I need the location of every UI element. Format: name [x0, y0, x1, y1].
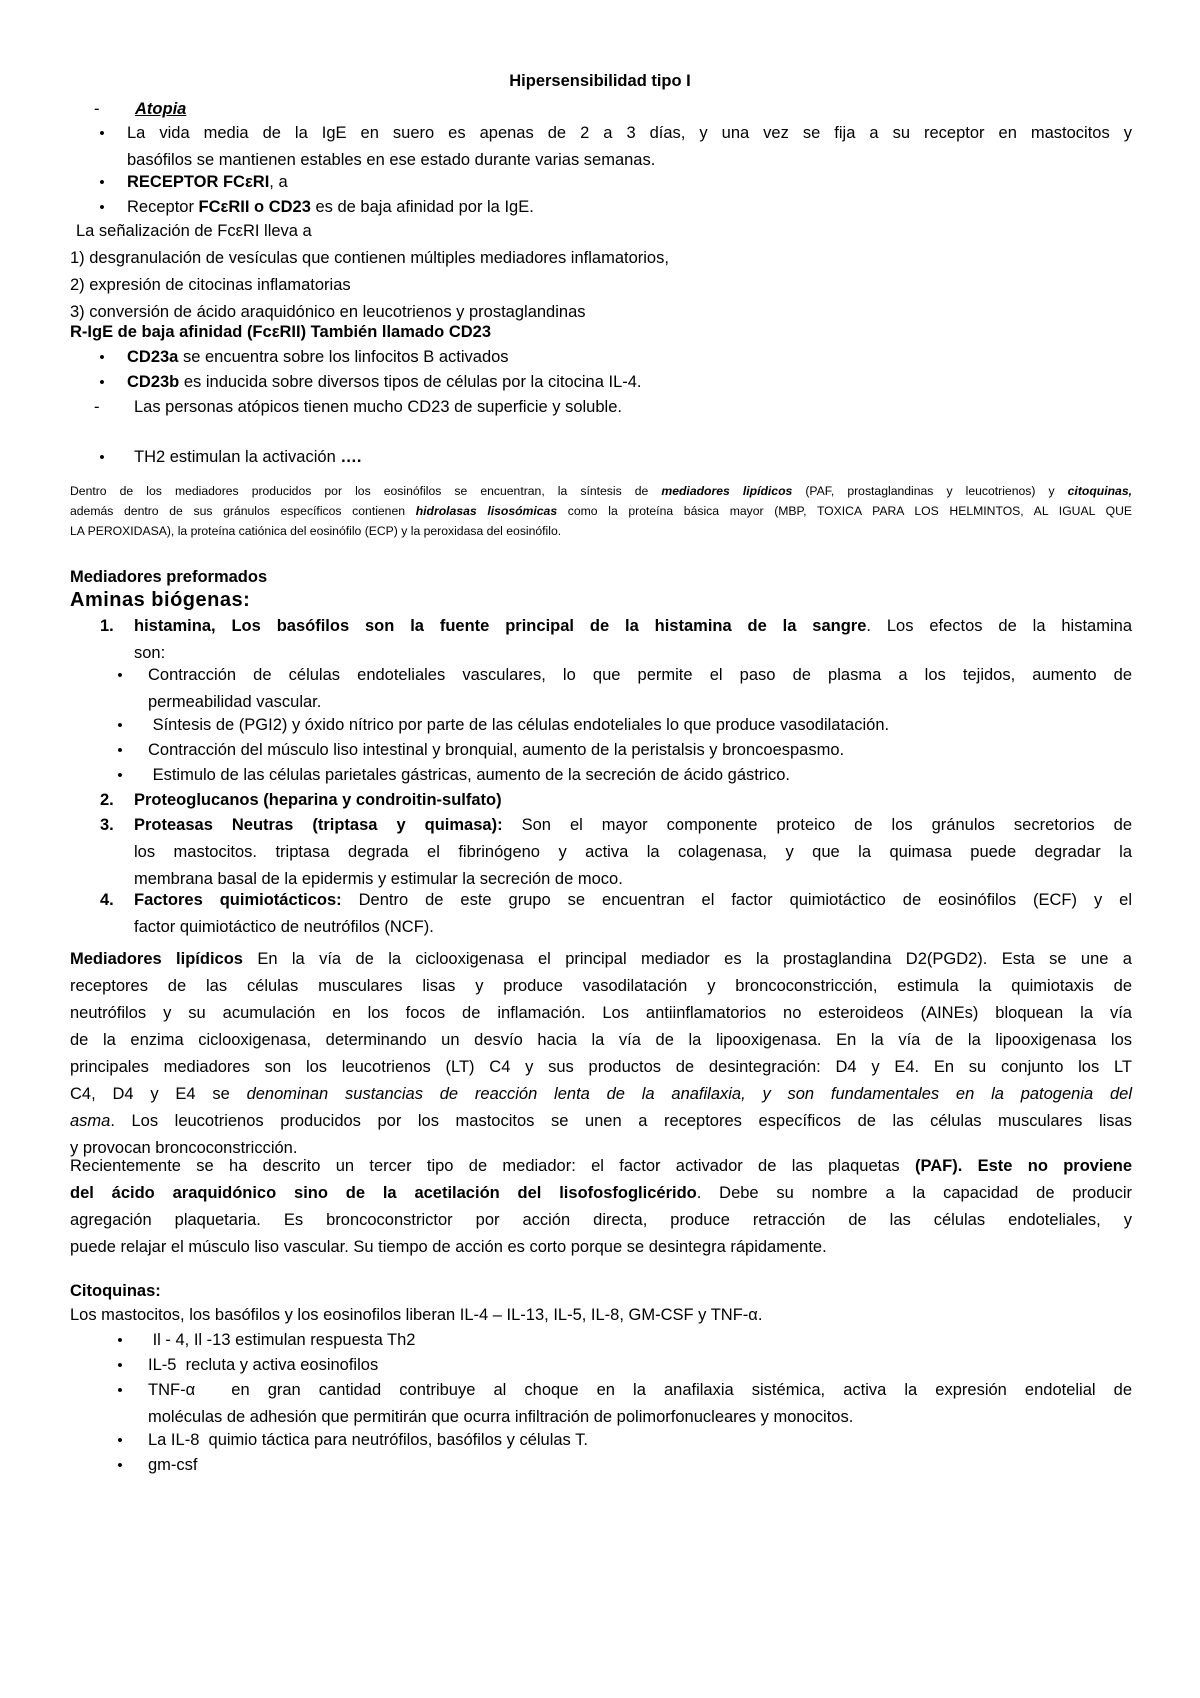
item-factores — [70, 887, 1132, 941]
bullet-ige-vida-media — [70, 120, 1132, 174]
proteoglucanos-label: Proteoglucanos (heparina y condroitin-sulfato) — [134, 791, 502, 809]
aminas-heading-text: Aminas biógenas: — [70, 589, 251, 611]
list-number: 4. — [100, 891, 114, 909]
cito-bullet-2 — [70, 1352, 1132, 1379]
histamina-line: histamina, Los basófilos son la fuente principal de la histamina de la sangre. Los efectos de la histamina — [134, 617, 1133, 635]
eos-line-3: LA PEROXIDASA), la proteína catiónica del eosinófilo (ECP) y la peroxidasa del eosinófilo. — [70, 524, 562, 538]
lipidicos-paragraph — [70, 946, 1132, 1162]
dash-marker: - — [94, 100, 100, 118]
bullet-dot: • — [117, 667, 123, 684]
item-histamina — [70, 613, 1132, 667]
senalizacion-item: 2) expresión de citocinas inflamatorias — [70, 276, 351, 294]
lip-line-4: de la enzima ciclooxigenasa, determinando un desvío hacia la vía de la lipooxigenasa. En la vía de la lipooxigenasa los — [70, 1031, 1132, 1049]
lip-line-6: C4, D4 y E4 se denominan sustancias de reacción lenta de la anafilaxia, y son fundamentales en la patogenia del — [70, 1085, 1132, 1103]
eos-line-1: Dentro de los mediadores producidos por los eosinófilos se encuentran, la síntesis de mediadores lipídicos (PAF, prostaglandinas y leucotrienos) y citoquinas, — [70, 484, 1132, 498]
cito-bullet-5 — [70, 1452, 1132, 1479]
factores-line-1: Factores quimiotácticos: Dentro de este grupo se encuentran el factor quimiotáctico de eosinófilos (ECF) y el — [134, 891, 1132, 909]
senalizacion-intro: La señalización de FcεRI lleva a — [76, 222, 312, 240]
bullet-cd23a — [70, 344, 1132, 371]
receptor-fceri-label: RECEPTOR FCεRI — [127, 173, 270, 191]
item-proteoglucanos — [70, 787, 1132, 814]
lip-line-7: asma. Los leucotrienos producidos por los mastocitos se unen a receptores específicos de las células musculares lisas — [70, 1112, 1132, 1130]
senalizacion-item: 3) conversión de ácido araquidónico en leucotrienos y prostaglandinas — [70, 303, 586, 321]
bullet-dot: • — [117, 1357, 123, 1374]
bullet-text: TNF-α en gran cantidad contribuye al choque en la anafilaxia sistémica, activa la expresión endotelial de — [148, 1381, 1132, 1399]
bullet-dot: • — [99, 374, 105, 391]
ellipsis: …. — [340, 448, 362, 466]
list-number: 3. — [100, 816, 114, 834]
list-number: 2. — [100, 791, 114, 809]
citoquinas-intro — [70, 1302, 1132, 1329]
citoquinas-intro-text: Los mastocitos, los basófilos y los eosinofilos liberan IL-4 – IL-13, IL-5, IL-8, GM-CSF y TNF-α. — [70, 1306, 763, 1324]
aminas-heading — [70, 587, 1132, 615]
paf-paragraph — [70, 1153, 1132, 1261]
bullet-dot: • — [117, 1457, 123, 1474]
receptor-fceRII-label: FCεRII o CD23 — [198, 198, 311, 216]
bullet-receptor-fceRII — [70, 194, 1132, 221]
bullet-text: Il - 4, Il -13 estimulan respuesta Th2 — [148, 1331, 416, 1349]
rige-heading-text: R-IgE de baja afinidad (FcεRII) También llamado CD23 — [70, 323, 492, 341]
bullet-text: Contracción del músculo liso intestinal y bronquial, aumento de la peristalsis y broncoespasmo. — [148, 741, 845, 759]
paf-line-4: puede relajar el músculo liso vascular. Su tiempo de acción es corto porque se desintegra rápidamente. — [70, 1238, 827, 1256]
bullet-dot: • — [99, 125, 105, 142]
bullet-dot: • — [117, 1332, 123, 1349]
proteasas-line-1: Proteasas Neutras (triptasa y quimasa): Son el mayor componente proteico de los gránulos secretorios de — [134, 816, 1132, 834]
lip-line-2: receptores de las células musculares lisas y produce vasodilatación y broncoconstricción, estimula la quimiotaxis de — [70, 977, 1132, 995]
bullet-text-cont: basófilos se mantienen estables en ese estado durante varias semanas. — [127, 151, 656, 169]
bullet-dot: • — [117, 1382, 123, 1399]
hist-bullet-2 — [70, 712, 1132, 739]
senalizacion-item: 1) desgranulación de vesículas que contienen múltiples mediadores inflamatorios, — [70, 249, 669, 267]
citoquinas-heading-text: Citoquinas: — [70, 1282, 161, 1300]
bullet-receptor-fceri — [70, 169, 1132, 196]
cito-bullet-3 — [70, 1377, 1132, 1431]
bullet-text: La vida media de la IgE en suero es apenas de 2 a 3 días, y una vez se fija a su receptor en mastocitos y — [127, 124, 1132, 142]
factores-line-2: factor quimiotáctico de neutrófilos (NCF). — [134, 918, 434, 936]
lip-line-3: neutrófilos y su acumulación en los focos de inflamación. Los antiinflamatorios no esteroideos (AINEs) bloquean la vía — [70, 1004, 1132, 1022]
eos-line-2: además dentro de sus gránulos específicos contienen hidrolasas lisosómicas como la proteína básica mayor (MBP, TOXICA PARA LOS HELMINTOS, AL IGUAL QUE — [70, 504, 1133, 518]
bullet-text: Estimulo de las células parietales gástricas, aumento de la secreción de ácido gástrico. — [148, 766, 791, 784]
lip-line-8: y provocan broncoconstricción. — [70, 1139, 298, 1157]
paf-line-3: agregación plaquetaria. Es broncoconstrictor por acción directa, produce retracción de las células endoteliales, y — [70, 1211, 1132, 1229]
list-number: 1. — [100, 617, 114, 635]
proteasas-line-2: los mastocitos. triptasa degrada el fibrinógeno y activa la colagenasa, y que la quimasa puede degradar la — [134, 843, 1132, 861]
preformados-heading-text: Mediadores preformados — [70, 568, 268, 586]
rige-heading — [70, 319, 1132, 346]
bullet-text: Síntesis de (PGI2) y óxido nítrico por parte de las células endoteliales lo que produce vasodilatación. — [148, 716, 890, 734]
cito-bullet-4 — [70, 1427, 1132, 1454]
bullet-text: gm-csf — [148, 1456, 198, 1474]
hist-bullet-3 — [70, 737, 1132, 764]
dash-atopicos — [70, 394, 1132, 421]
item-proteasas — [70, 812, 1132, 893]
bullet-text: IL-5 recluta y activa eosinofilos — [148, 1356, 379, 1374]
proteasas-line-3: membrana basal de la epidermis y estimular la secreción de moco. — [134, 870, 623, 888]
bullet-dot: • — [117, 767, 123, 784]
bullet-text: se encuentra sobre los linfocitos B activados — [178, 348, 509, 366]
bullet-text: , a — [269, 173, 288, 191]
bullet-dot: • — [99, 449, 105, 466]
bullet-text-cont: permeabilidad vascular. — [148, 693, 322, 711]
histamina-cont: son: — [134, 644, 166, 662]
bullet-text: Contracción de células endoteliales vasculares, lo que permite el paso de plasma a los tejidos, aumento de — [148, 666, 1132, 684]
paf-line-2: del ácido araquidónico sino de la acetilación del lisofosfoglicérido. Debe su nombre a la capacidad de producir — [70, 1184, 1132, 1202]
bullet-dot: • — [117, 742, 123, 759]
cd23b-label: CD23b — [127, 373, 180, 391]
cd23a-label: CD23a — [127, 348, 179, 366]
citoquinas-heading — [70, 1278, 1132, 1305]
bullet-th2 — [70, 444, 1132, 471]
senalizacion-block — [70, 218, 1132, 326]
hist-bullet-1 — [70, 662, 1132, 716]
atopia-heading: Atopia — [135, 100, 187, 118]
eosinofilos-paragraph — [70, 481, 1132, 541]
bullet-dot: • — [99, 349, 105, 366]
bullet-text: es inducida sobre diversos tipos de células por la citocina IL-4. — [179, 373, 642, 391]
lip-line-5: principales mediadores son los leucotrienos (LT) C4 y sus productos de desintegración: D4 y E4. En su conjunto los LT — [70, 1058, 1132, 1076]
bullet-text: es de baja afinidad por la IgE. — [310, 198, 534, 216]
bullet-dot: • — [117, 1432, 123, 1449]
bullet-text: La IL-8 quimio táctica para neutrófilos, basófilos y células T. — [148, 1431, 588, 1449]
dash-marker: - — [94, 398, 100, 416]
bullet-text-pre: Receptor — [127, 198, 199, 216]
bullet-text-cont: moléculas de adhesión que permitirán que ocurra infiltración de polimorfonucleares y monocitos. — [148, 1408, 854, 1426]
dash-text: Las personas atópicos tienen mucho CD23 de superficie y soluble. — [134, 398, 622, 416]
bullet-text: estimulan la activación — [165, 448, 341, 466]
bullet-dot: • — [117, 717, 123, 734]
hist-bullet-4 — [70, 762, 1132, 789]
paf-line-1: Recientemente se ha descrito un tercer tipo de mediador: el factor activador de las plaquetas (PAF). Este no proviene — [70, 1157, 1133, 1175]
bullet-dot: • — [99, 174, 105, 191]
cito-bullet-1 — [70, 1327, 1132, 1354]
lip-line-1: Mediadores lipídicos En la vía de la ciclooxigenasa el principal mediador es la prostaglandina D2(PGD2). Esta se une a — [70, 950, 1132, 968]
bullet-dot: • — [99, 199, 105, 216]
document-title: Hipersensibilidad tipo I — [509, 72, 691, 90]
th2-label: TH2 — [134, 448, 166, 466]
bullet-cd23b — [70, 369, 1132, 396]
